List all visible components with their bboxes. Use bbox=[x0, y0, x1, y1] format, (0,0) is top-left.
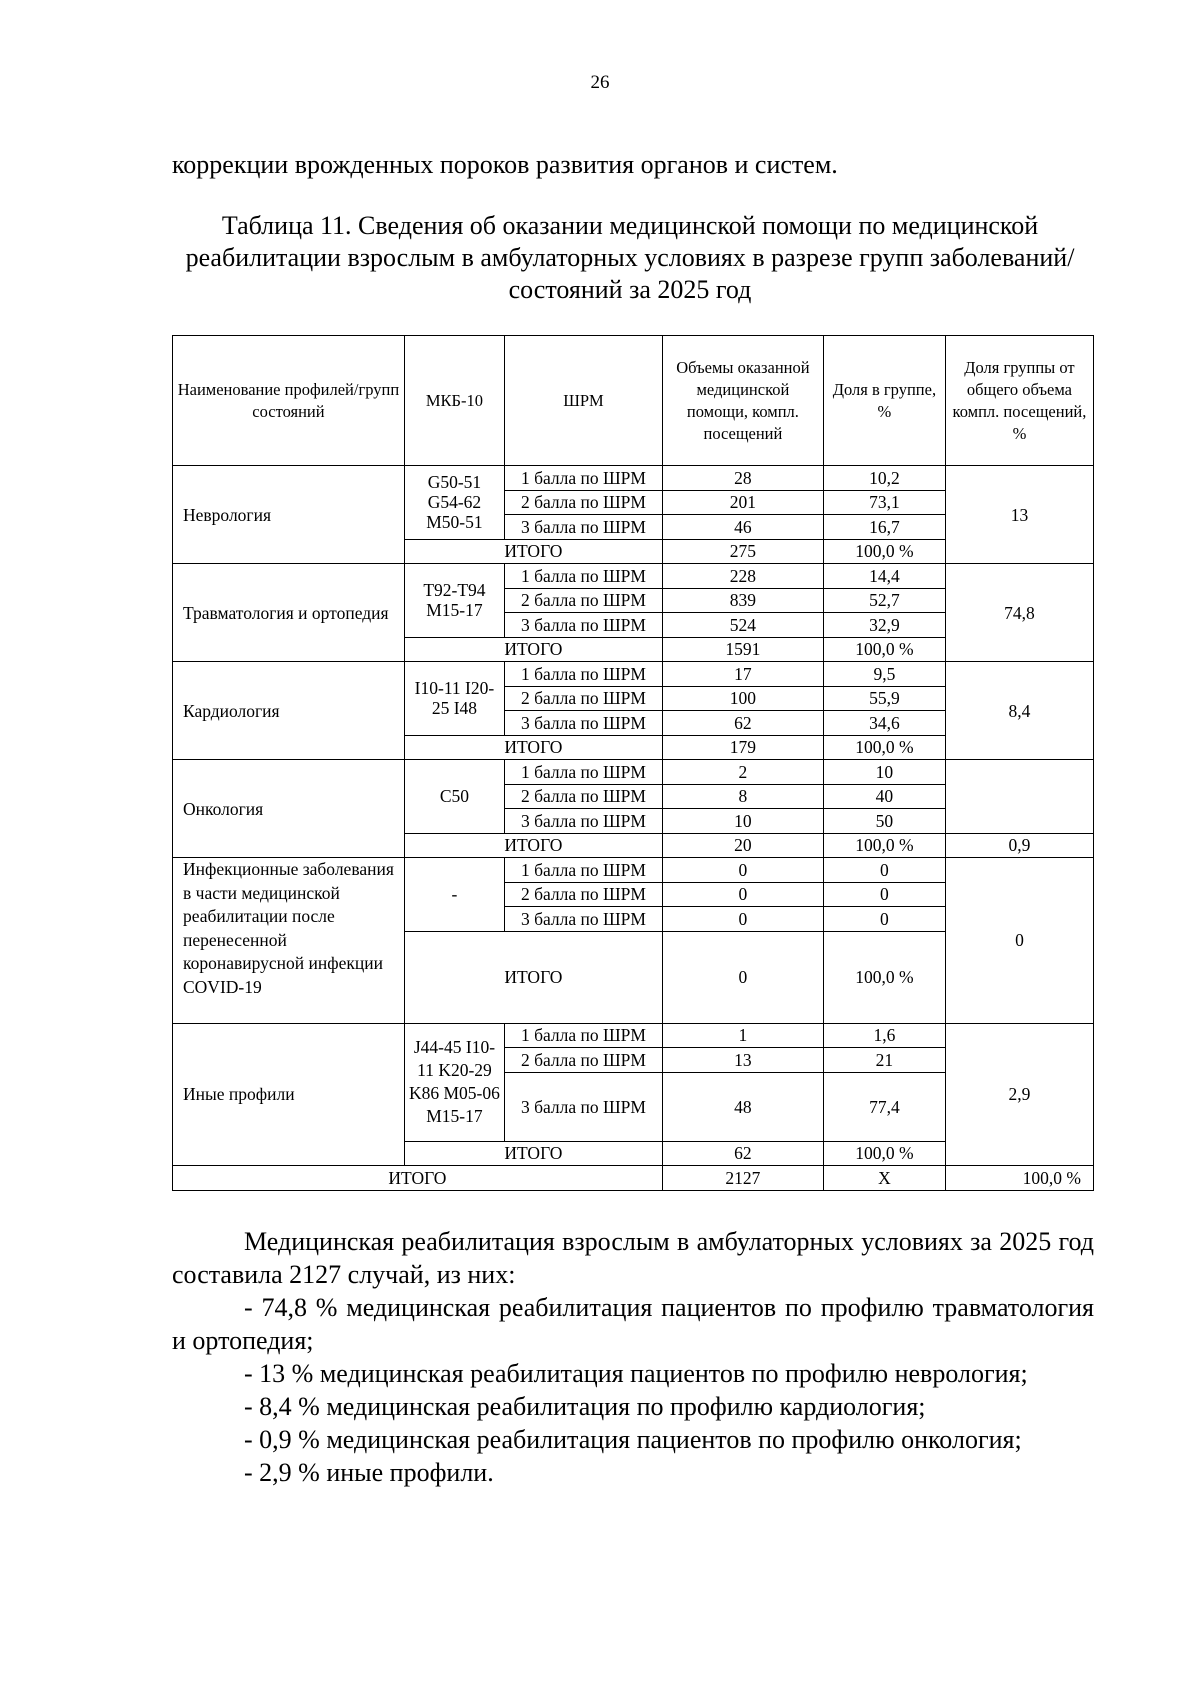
subtotal-volume: 179 bbox=[662, 735, 823, 760]
shrm-cell: 1 балла по ШРМ bbox=[505, 662, 663, 687]
shrm-cell: 1 балла по ШРМ bbox=[505, 564, 663, 589]
volume-cell: 46 bbox=[662, 515, 823, 540]
group-share-cell: 8,4 bbox=[945, 662, 1093, 760]
subtotal-share: 100,0 % bbox=[823, 735, 945, 760]
grand-total-volume: 2127 bbox=[662, 1166, 823, 1191]
mkb-cell: J44-45 I10-11 K20-29 K86 M05-06 M15-17 bbox=[404, 1023, 504, 1141]
shrm-cell: 1 балла по ШРМ bbox=[505, 760, 663, 785]
shrm-cell: 3 балла по ШРМ bbox=[505, 711, 663, 736]
share-cell: 10 bbox=[823, 760, 945, 785]
shrm-cell: 2 балла по ШРМ bbox=[505, 1048, 663, 1073]
group-share-cell: 0,9 bbox=[945, 833, 1093, 858]
group-share-cell: 13 bbox=[945, 466, 1093, 564]
list-item: - 74,8 % медицинская реабилитация пациентов по профилю травматология и ортопедия; bbox=[172, 1293, 1094, 1355]
subtotal-label: ИТОГО bbox=[404, 637, 662, 662]
share-cell: 55,9 bbox=[823, 686, 945, 711]
subtotal-label: ИТОГО bbox=[404, 735, 662, 760]
volume-cell: 17 bbox=[662, 662, 823, 687]
intro-line: коррекции врожденных пороков развития органов и систем. bbox=[172, 150, 838, 179]
subtotal-share: 100,0 % bbox=[823, 539, 945, 564]
share-cell: 0 bbox=[823, 882, 945, 907]
subtotal-label: ИТОГО bbox=[404, 931, 662, 1023]
header-mkb: МКБ-10 bbox=[404, 336, 504, 466]
header-profile: Наименование профилей/групп состояний bbox=[173, 336, 405, 466]
subtotal-share: 100,0 % bbox=[823, 833, 945, 858]
table-row bbox=[173, 858, 1094, 883]
profile-cell: Иные профили bbox=[173, 1023, 405, 1166]
shrm-cell: 3 балла по ШРМ bbox=[505, 809, 663, 834]
header-shrm: ШРМ bbox=[505, 336, 663, 466]
volume-cell: 13 bbox=[662, 1048, 823, 1073]
subtotal-label: ИТОГО bbox=[404, 539, 662, 564]
profile-cell: Неврология bbox=[173, 466, 405, 564]
list-item: - 8,4 % медицинская реабилитация по профилю кардиология; bbox=[244, 1392, 926, 1421]
list-item: - 2,9 % иные профили. bbox=[244, 1458, 494, 1487]
subtotal-volume: 0 bbox=[662, 931, 823, 1023]
shrm-cell: 3 балла по ШРМ bbox=[505, 1072, 663, 1141]
subtotal-volume: 1591 bbox=[662, 637, 823, 662]
shrm-cell: 1 балла по ШРМ bbox=[505, 1023, 663, 1048]
volume-cell: 0 bbox=[662, 858, 823, 883]
share-cell: 14,4 bbox=[823, 564, 945, 589]
subtotal-share: 100,0 % bbox=[823, 637, 945, 662]
share-cell: 32,9 bbox=[823, 613, 945, 638]
group-share-cell: 0 bbox=[945, 858, 1093, 1024]
volume-cell: 1 bbox=[662, 1023, 823, 1048]
volume-cell: 2 bbox=[662, 760, 823, 785]
volume-cell: 8 bbox=[662, 784, 823, 809]
share-cell: 21 bbox=[823, 1048, 945, 1073]
shrm-cell: 1 балла по ШРМ bbox=[505, 466, 663, 491]
share-cell: 1,6 bbox=[823, 1023, 945, 1048]
share-cell: 40 bbox=[823, 784, 945, 809]
shrm-cell: 2 балла по ШРМ bbox=[505, 588, 663, 613]
list-item: - 0,9 % медицинская реабилитация пациентов по профилю онкология; bbox=[244, 1425, 1022, 1454]
table-caption: Таблица 11. Сведения об оказании медицинской помощи по медицинской реабилитации взрослым в амбулаторных условиях в разрезе групп заболеваний/состояний за 2025 год bbox=[185, 211, 1075, 304]
shrm-cell: 3 балла по ШРМ bbox=[505, 907, 663, 932]
subtotal-volume: 275 bbox=[662, 539, 823, 564]
subtotal-label: ИТОГО bbox=[404, 1141, 662, 1166]
mkb-cell: C50 bbox=[404, 760, 504, 834]
shrm-cell: 2 балла по ШРМ bbox=[505, 490, 663, 515]
mkb-cell: - bbox=[404, 858, 504, 932]
subtotal-share: 100,0 % bbox=[823, 1141, 945, 1166]
share-cell: 73,1 bbox=[823, 490, 945, 515]
header-share-group: Доля в группе, % bbox=[823, 336, 945, 466]
body-text bbox=[172, 1225, 1094, 1489]
page-number: 26 bbox=[590, 72, 610, 93]
mkb-cell: T92-T94 M15-17 bbox=[404, 564, 504, 638]
share-cell: 16,7 bbox=[823, 515, 945, 540]
share-cell: 9,5 bbox=[823, 662, 945, 687]
shrm-cell: 3 балла по ШРМ bbox=[505, 613, 663, 638]
table-header-row bbox=[173, 336, 1094, 466]
table-row bbox=[173, 466, 1094, 491]
share-cell: 10,2 bbox=[823, 466, 945, 491]
profile-cell: Инфекционные заболевания в части медицинской реабилитации после перенесенной коронавирусной инфекции COVID-19 bbox=[173, 858, 405, 1024]
share-cell: 50 bbox=[823, 809, 945, 834]
shrm-cell: 2 балла по ШРМ bbox=[505, 882, 663, 907]
shrm-cell: 2 балла по ШРМ bbox=[505, 686, 663, 711]
subtotal-share: 100,0 % bbox=[823, 931, 945, 1023]
shrm-cell: 2 балла по ШРМ bbox=[505, 784, 663, 809]
table-row bbox=[173, 564, 1094, 589]
subtotal-label: ИТОГО bbox=[404, 833, 662, 858]
profile-cell: Онкология bbox=[173, 760, 405, 858]
grand-total-label: ИТОГО bbox=[173, 1166, 663, 1191]
list-item: - 13 % медицинская реабилитация пациентов по профилю неврология; bbox=[244, 1359, 1028, 1388]
grand-total-group-share: 100,0 % bbox=[945, 1166, 1093, 1191]
subtotal-volume: 20 bbox=[662, 833, 823, 858]
mkb-cell: I10-11 I20-25 I48 bbox=[404, 662, 504, 736]
volume-cell: 28 bbox=[662, 466, 823, 491]
subtotal-volume: 62 bbox=[662, 1141, 823, 1166]
table-row bbox=[173, 760, 1094, 785]
summary-paragraph: Медицинская реабилитация взрослым в амбулаторных условиях за 2025 год составила 2127 случай, из них: bbox=[172, 1227, 1094, 1289]
table-row bbox=[173, 1023, 1094, 1048]
share-cell: 34,6 bbox=[823, 711, 945, 736]
volume-cell: 0 bbox=[662, 882, 823, 907]
table-row bbox=[173, 662, 1094, 687]
share-cell: 77,4 bbox=[823, 1072, 945, 1141]
shrm-cell: 1 балла по ШРМ bbox=[505, 858, 663, 883]
volume-cell: 524 bbox=[662, 613, 823, 638]
profile-cell: Кардиология bbox=[173, 662, 405, 760]
volume-cell: 839 bbox=[662, 588, 823, 613]
shrm-cell: 3 балла по ШРМ bbox=[505, 515, 663, 540]
header-share-total: Доля группы от общего объема компл. посещений, % bbox=[945, 336, 1093, 466]
share-cell: 0 bbox=[823, 858, 945, 883]
rehab-table bbox=[172, 335, 1094, 1191]
profile-cell: Травматология и ортопедия bbox=[173, 564, 405, 662]
mkb-cell: G50-51 G54-62 M50-51 bbox=[404, 466, 504, 540]
group-share-empty-cell bbox=[945, 760, 1093, 834]
grand-total-share: Х bbox=[823, 1166, 945, 1191]
volume-cell: 0 bbox=[662, 907, 823, 932]
share-cell: 0 bbox=[823, 907, 945, 932]
group-share-cell: 74,8 bbox=[945, 564, 1093, 662]
volume-cell: 48 bbox=[662, 1072, 823, 1141]
volume-cell: 10 bbox=[662, 809, 823, 834]
volume-cell: 62 bbox=[662, 711, 823, 736]
volume-cell: 201 bbox=[662, 490, 823, 515]
volume-cell: 228 bbox=[662, 564, 823, 589]
group-share-cell: 2,9 bbox=[945, 1023, 1093, 1166]
table-grand-total-row bbox=[173, 1166, 1094, 1191]
volume-cell: 100 bbox=[662, 686, 823, 711]
share-cell: 52,7 bbox=[823, 588, 945, 613]
header-volume: Объемы оказанной медицинской помощи, компл. посещений bbox=[662, 336, 823, 466]
